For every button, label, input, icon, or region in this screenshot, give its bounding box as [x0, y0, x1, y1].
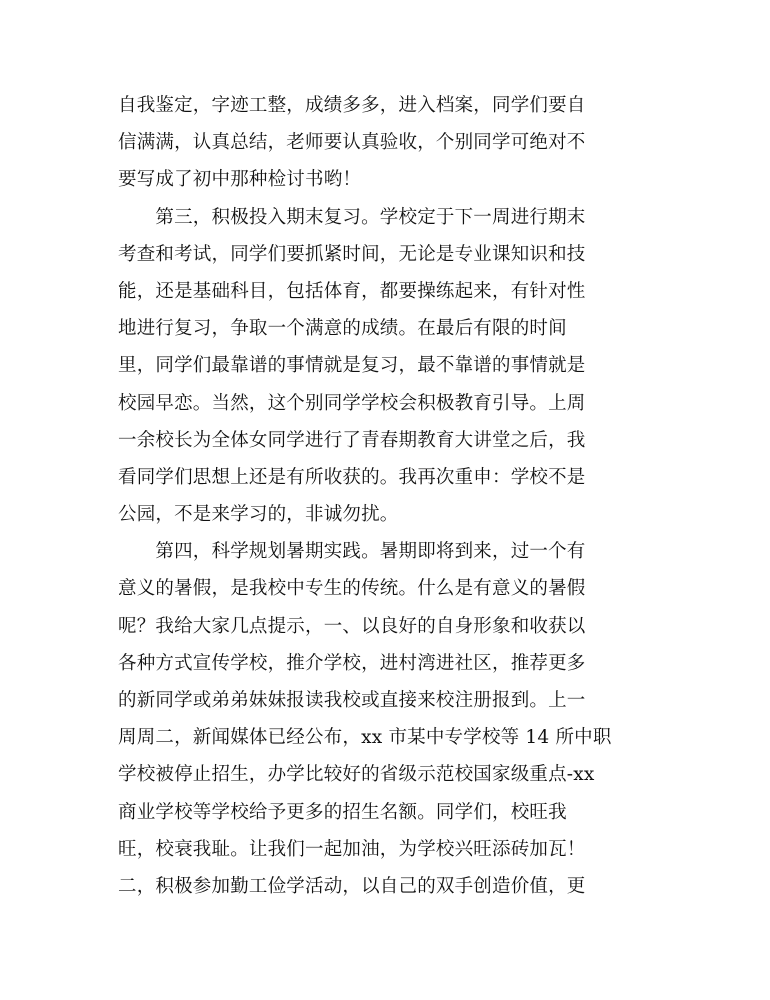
- text-line: 地进行复习，争取一个满意的成绩。在最后有限的时间: [118, 318, 567, 340]
- text-line: 看同学们思想上还是有所收获的。我再次重申：学校不是: [118, 466, 586, 488]
- text-line: 公园，不是来学习的，非诚勿扰。: [118, 504, 399, 526]
- text-line: 能，还是基础科目，包括体育，都要操练起来，有针对性: [118, 280, 586, 302]
- text-line: 周周二，新闻媒体已经公布，xx 市某中专学校等 14 所中职: [118, 727, 612, 749]
- text-line: 呢？我给大家几点提示，一、以良好的自身形象和收获以: [118, 615, 586, 637]
- text-line: 里，同学们最靠谱的事情就是复习，最不靠谱的事情就是: [118, 355, 586, 377]
- text-line: 二，积极参加勤工俭学活动，以自己的双手创造价值，更: [118, 875, 586, 897]
- text-line: 自我鉴定，字迹工整，成绩多多，进入档案，同学们要自: [118, 95, 586, 116]
- text-line: 要写成了初中那种检讨书哟！: [118, 169, 362, 191]
- text-line: 考查和考试，同学们要抓紧时间，无论是专业课知识和技: [118, 243, 586, 265]
- document-body: [118, 87, 638, 905]
- text-line: 各种方式宣传学校，推介学校，进村湾进社区，推荐更多: [118, 652, 586, 674]
- paragraph-start-line: 第三，积极投入期末复习。学校定于下一周进行期末: [118, 206, 586, 228]
- text-line: 商业学校等学校给予更多的招生名额。同学们，校旺我: [118, 801, 567, 823]
- text-line: 学校被停止招生，办学比较好的省级示范校国家级重点-xx: [118, 764, 595, 786]
- text-line: 意义的暑假，是我校中专生的传统。什么是有意义的暑假: [118, 578, 586, 600]
- text-line: 一余校长为全体女同学进行了青春期教育大讲堂之后，我: [118, 429, 586, 451]
- text-line: 校园早恋。当然，这个别同学学校会积极教育引导。上周: [118, 392, 586, 414]
- text-line: 的新同学或弟弟妹妹报读我校或直接来校注册报到。上一: [118, 690, 586, 711]
- paragraph-start-line: 第四，科学规划暑期实践。暑期即将到来，过一个有: [118, 541, 586, 563]
- text-line: 信满满，认真总结，老师要认真验收，个别同学可绝对不: [118, 132, 586, 154]
- text-line: 旺，校衰我耻。让我们一起加油，为学校兴旺添砖加瓦！: [118, 838, 586, 860]
